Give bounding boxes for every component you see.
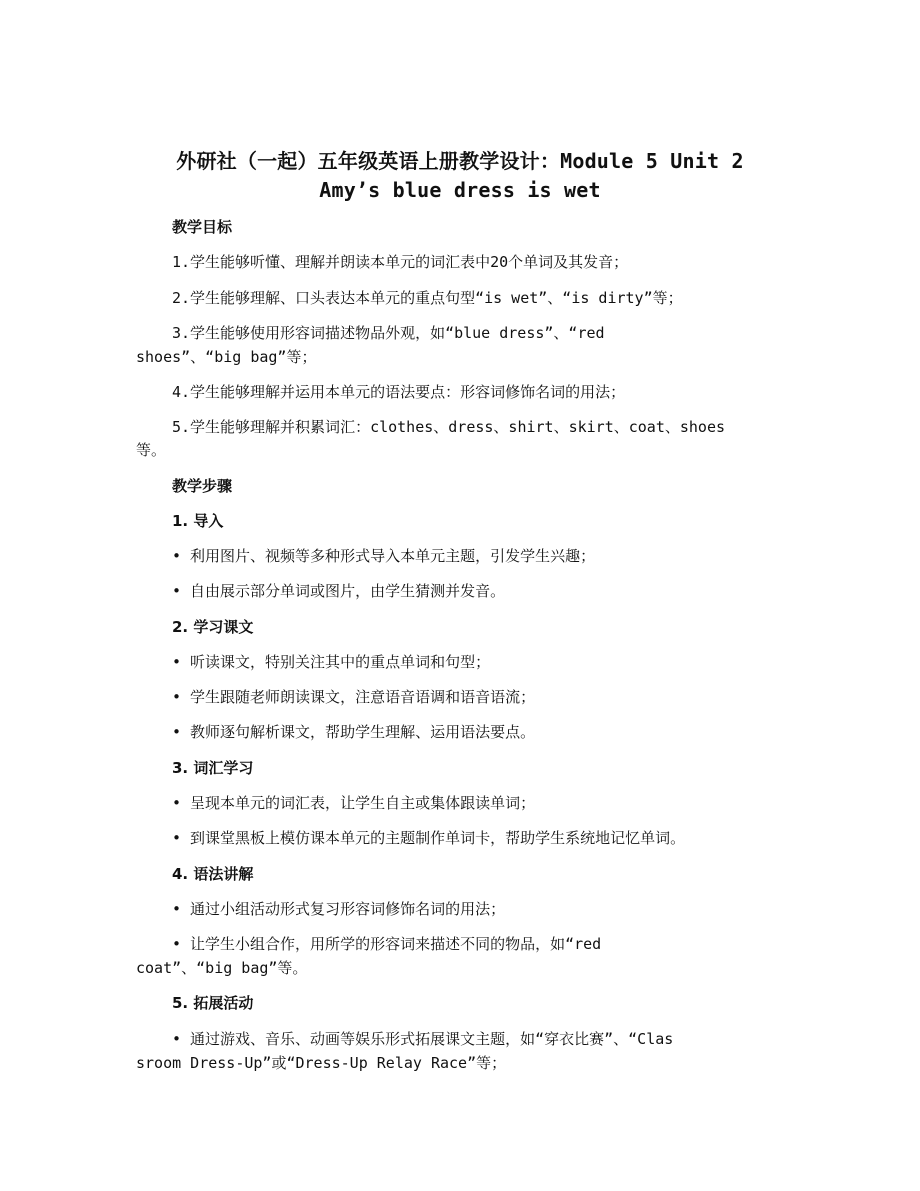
step-3-bullet-2: • 到课堂黑板上模仿课本单元的主题制作单词卡，帮助学生系统地记忆单词。 <box>172 829 686 847</box>
step-2-bullet-1: • 听读课文，特别关注其中的重点单词和句型； <box>172 653 491 671</box>
objective-item-3-continued: shoes”、“big bag”等； <box>136 348 317 366</box>
objective-item-1: 1.学生能够听懂、理解并朗读本单元的词汇表中20个单词及其发音； <box>172 253 629 271</box>
step-2-bullet-3: • 教师逐句解析课文，帮助学生理解、运用语法要点。 <box>172 723 536 741</box>
objective-item-2: 2.学生能够理解、口头表达本单元的重点句型“is wet”、“is dirty”等； <box>172 289 683 307</box>
step-5-bullet-1-continued: sroom Dress-Up”或“Dress-Up Relay Race”等； <box>136 1054 507 1072</box>
step-1-bullet-1: • 利用图片、视频等多种形式导入本单元主题，引发学生兴趣； <box>172 547 596 565</box>
step-5-bullet-1: • 通过游戏、音乐、动画等娱乐形式拓展课文主题，如“穿衣比赛”、“Clas <box>172 1030 674 1048</box>
step-5-heading: 5. 拓展活动 <box>172 994 254 1012</box>
objective-item-4: 4.学生能够理解并运用本单元的语法要点：形容词修饰名词的用法； <box>172 383 626 401</box>
step-2-bullet-2: • 学生跟随老师朗读课文，注意语音语调和语音语流； <box>172 688 536 706</box>
step-3-bullet-1: • 呈现本单元的词汇表，让学生自主或集体跟读单词； <box>172 794 536 812</box>
objective-item-5: 5.学生能够理解并积累词汇：clothes、dress、shirt、skirt、coat、shoes <box>172 418 726 436</box>
step-4-heading: 4. 语法讲解 <box>172 865 254 883</box>
document-title-line-1: 外研社（一起）五年级英语上册教学设计：Module 5 Unit 2 <box>176 149 744 173</box>
step-4-bullet-1: • 通过小组活动形式复习形容词修饰名词的用法； <box>172 900 506 918</box>
step-3-heading: 3. 词汇学习 <box>172 759 254 777</box>
document-title-line-2: Amy’s blue dress is wet <box>319 178 601 202</box>
objectives-heading: 教学目标 <box>172 218 233 236</box>
step-1-bullet-2: • 自由展示部分单词或图片，由学生猜测并发音。 <box>172 582 506 600</box>
objective-item-3: 3.学生能够使用形容词描述物品外观，如“blue dress”、“red <box>172 324 605 342</box>
step-1-heading: 1. 导入 <box>172 512 224 530</box>
step-4-bullet-2-continued: coat”、“big bag”等。 <box>136 959 308 977</box>
steps-heading: 教学步骤 <box>172 477 233 495</box>
objective-item-5-continued: 等。 <box>136 441 167 459</box>
step-2-heading: 2. 学习课文 <box>172 618 254 636</box>
step-4-bullet-2: • 让学生小组合作，用所学的形容词来描述不同的物品，如“red <box>172 935 602 953</box>
